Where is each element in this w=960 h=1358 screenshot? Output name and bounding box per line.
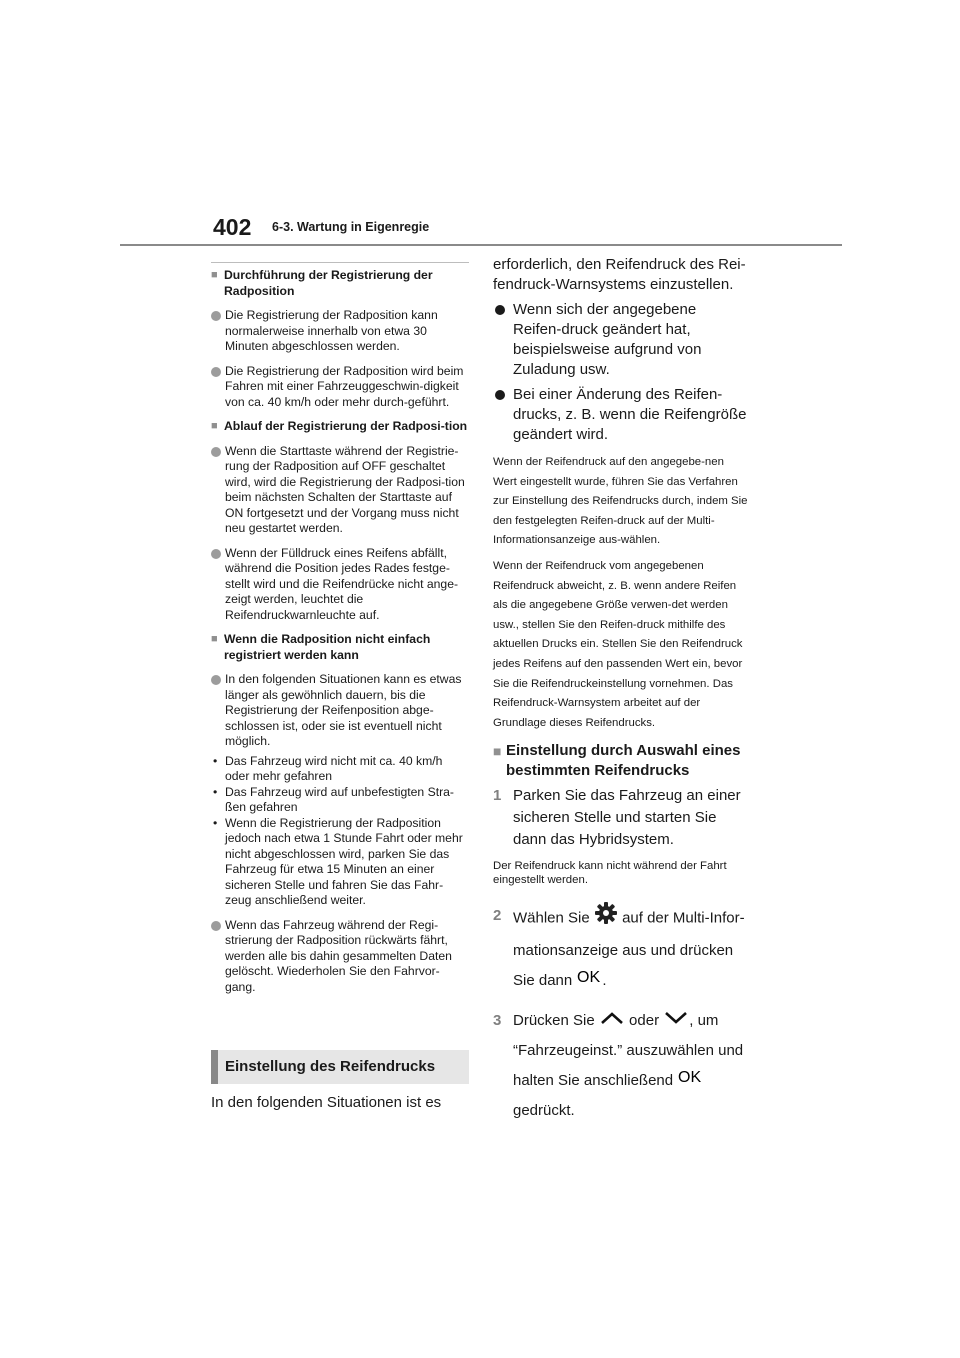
- list-item: • Das Fahrzeug wird nicht mit ca. 40 km/h oder mehr gefahren: [213, 753, 443, 783]
- paragraph: Wenn der Reifendruck vom angegebenen Reifendruck abweicht, z. B. wenn andere Reifen als die angegebene Größe verwen-det werden usw., stellen Sie den Reifen-druck mithilfe des aktuellen Drucks ein. Stellen Sie den Reifendruck jedes Reifens auf den passenden Wert ein, bevor Sie die Reifendruckeinstellung vornehmen. Das Reifendruck-Warnsystem arbeitet auf der Grundlage dieses Reifendrucks.: [493, 559, 743, 729]
- bullet-dot-icon: [211, 921, 221, 931]
- divider: [211, 262, 469, 263]
- ok-icon: [576, 966, 602, 996]
- list-item: • Das Fahrzeug wird auf unbefestigten Stra-ßen gefahren: [213, 784, 454, 814]
- list-item: • Wenn die Registrierung der Radposition jedoch nach etwa 1 Stunde Fahrt oder mehr nicht abgeschlossen wird, parken Sie das Fahrzeug für etwa 15 Minuten an einer sicheren Stelle und fahren Sie das Fahr-zeug anschließend weiter.: [213, 815, 463, 907]
- dash-list: [213, 753, 469, 909]
- list-item: Die Registrierung der Radposition wird beim Fahren mit einer Fahrzeuggeschwin-digkeit von ca. 40 km/h oder mehr durch-geführt.: [211, 364, 469, 411]
- bullet-dot-icon: [211, 675, 221, 685]
- bullet-dot-icon: [211, 367, 221, 377]
- section-title: 6-3. Wartung in Eigenregie: [272, 220, 430, 234]
- paragraph: erforderlich, den Reifendruck des Rei-fendruck-Warnsystems einzustellen.: [493, 256, 746, 293]
- bullet-dot-icon: [211, 311, 221, 321]
- square-marker-icon: ■: [493, 743, 502, 760]
- header-rule: [120, 244, 842, 246]
- list-item: Wenn das Fahrzeug während der Regi-strierung der Radposition rückwärts fährt, werden alle bis dahin gesammelten Daten gelöscht. Wiederholen Sie den Fahrvor-gang.: [211, 918, 469, 996]
- ok-icon: [677, 1066, 703, 1096]
- list-item: Wenn die Starttaste während der Registrie-rung der Radposition auf OFF geschaltet wird, wird die Registrierung der Radposi-tion beim nächsten Schalten der Starttaste auf ON fortgesetzt und der Vorgang muss nicht neu gestartet werden.: [211, 444, 469, 537]
- note: Der Reifendruck kann nicht während der Fahrt eingestellt werden.: [493, 860, 727, 887]
- square-marker-icon: ■: [211, 269, 218, 281]
- right-column: [493, 255, 748, 1126]
- bullet-dot-icon: [495, 390, 505, 400]
- ok-label: OK: [678, 1069, 702, 1086]
- section-heading-box: Einstellung des Reifendrucks: [211, 1050, 469, 1084]
- subheading: ■ Wenn die Radposition nicht einfach registriert werden kann: [211, 632, 431, 662]
- ok-label: OK: [577, 969, 601, 986]
- chevron-up-icon: [599, 1006, 625, 1036]
- list-item: Die Registrierung der Radposition kann normalerweise innerhalb von etwa 30 Minuten abgeschlossen werden.: [211, 308, 469, 355]
- subheading: ■ Einstellung durch Auswahl eines bestimmten Reifendrucks: [493, 742, 741, 780]
- left-column: [211, 262, 469, 1004]
- bullet-dot-icon: [495, 305, 505, 315]
- page-number: 402: [213, 214, 252, 240]
- step-1: 1 Parken Sie das Fahrzeug an einer sicheren Stelle und starten Sie dann das Hybridsystem.: [493, 787, 741, 849]
- subheading: ■ Ablauf der Registrierung der Radposi-tion: [211, 419, 468, 433]
- gear-icon: [594, 901, 618, 936]
- list-item: Wenn der Fülldruck eines Reifens abfällt, während die Position jedes Rades festge-stellt wird und die Reifendrücke nicht ange-zeigt werden, leuchtet die Reifendruckwarnleuchte auf.: [211, 546, 469, 624]
- list-item: In den folgenden Situationen kann es etwas länger als gewöhnlich dauern, bis die Registrierung der Reifenposition abge-schlossen ist, oder sie ist eventuell nicht möglich.: [211, 672, 469, 750]
- intro-text: In den folgenden Situationen ist es: [211, 1094, 442, 1111]
- bullet-dot-icon: [211, 549, 221, 559]
- chevron-down-icon: [663, 1006, 689, 1036]
- square-marker-icon: ■: [211, 420, 218, 432]
- subheading: ■ Durchführung der Registrierung der Radposition: [211, 268, 433, 298]
- step-3: 3 Drücken Sie oder , um “Fahrzeugeinst.” auszuwählen und halten Sie anschließend OK gedrückt.: [493, 1006, 748, 1126]
- bullet-dot-icon: [211, 447, 221, 457]
- paragraph: Wenn der Reifendruck auf den angegebe-nen Wert eingestellt wurde, führen Sie das Verfahren zur Einstellung des Reifendrucks durch, indem Sie den festgelegten Reifen-druck auf der Multi-Informationsanzeige aus-wählen.: [493, 456, 748, 547]
- step-2: 2 Wählen Sie auf der Multi-Infor-mationsanzeige aus und drücken Sie dann OK .: [493, 901, 748, 996]
- square-marker-icon: ■: [211, 633, 218, 645]
- list-item: Wenn sich der angegebene Reifen-druck geändert hat, beispielsweise aufgrund von Zuladung usw.: [493, 300, 748, 380]
- list-item: Bei einer Änderung des Reifen-drucks, z. B. wenn die Reifengröße geändert wird.: [493, 385, 748, 445]
